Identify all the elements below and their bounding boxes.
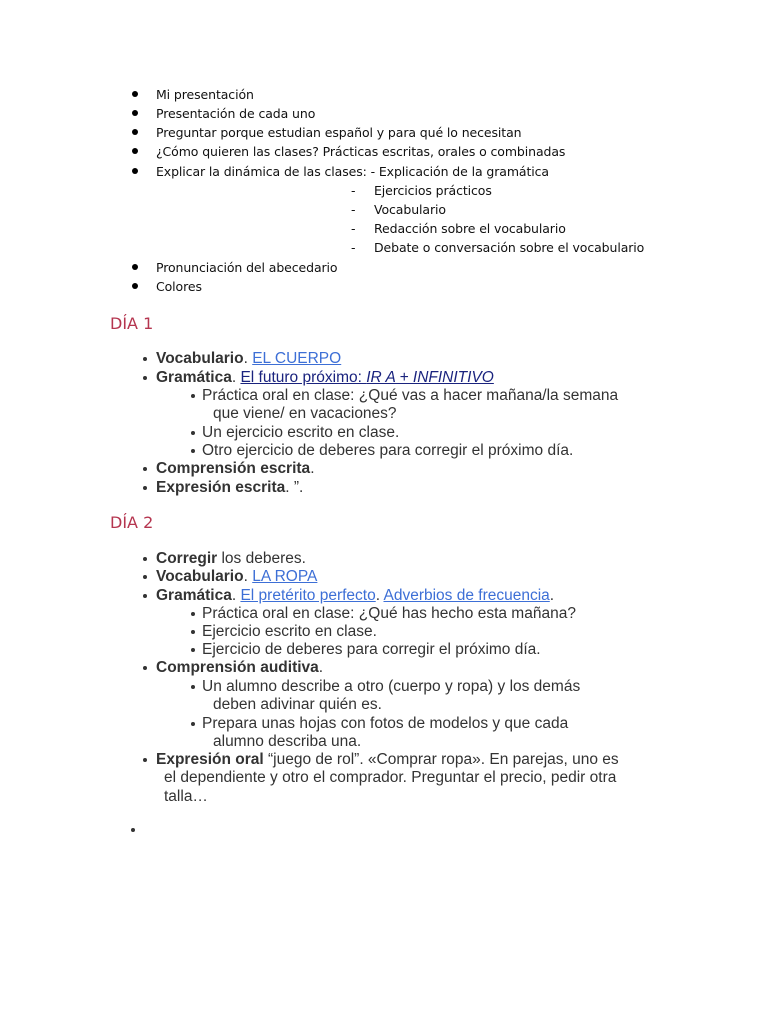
list-item: Explicar la dinámica de las clases: - Explicación de la gramática bbox=[156, 164, 549, 179]
bullet bbox=[132, 110, 138, 116]
list-item bbox=[156, 479, 303, 497]
oral-text: “juego de rol”. «Comprar ropa». En parejas, uno es bbox=[263, 751, 619, 768]
punct: . bbox=[375, 587, 381, 604]
sub-list-item: Ejercicios prácticos bbox=[374, 183, 492, 198]
list-item: Mi presentación bbox=[156, 87, 254, 102]
sub-list-item: Debate o conversación sobre el vocabulario bbox=[374, 240, 645, 255]
dash-marker: - bbox=[351, 240, 356, 255]
bullet bbox=[191, 630, 195, 634]
bullet bbox=[143, 594, 147, 598]
futuro-proximo-link[interactable] bbox=[240, 369, 493, 386]
link-text: El futuro próximo: bbox=[240, 369, 367, 386]
sub-list-item: Ejercicio de deberes para corregir el próximo día. bbox=[202, 641, 541, 658]
vocab-label: Vocabulario bbox=[156, 568, 244, 585]
bullet bbox=[191, 648, 195, 652]
list-item bbox=[156, 550, 306, 568]
gram-label: Gramática bbox=[156, 587, 232, 604]
list-item: ¿Cómo quieren las clases? Prácticas escritas, orales o combinadas bbox=[156, 144, 566, 159]
bullet bbox=[132, 91, 138, 97]
preterito-perfecto-link[interactable]: El pretérito perfecto bbox=[240, 587, 376, 604]
list-item bbox=[156, 659, 323, 677]
punct: . bbox=[243, 350, 248, 367]
adverbios-frecuencia-link[interactable]: Adverbios de frecuencia bbox=[383, 587, 550, 604]
list-item bbox=[156, 350, 341, 368]
list-item bbox=[156, 369, 494, 387]
comp-escrita-label: Comprensión escrita bbox=[156, 460, 311, 477]
bullet bbox=[143, 666, 147, 670]
day1-heading: DÍA 1 bbox=[110, 314, 154, 333]
sub-list-item: Práctica oral en clase: ¿Qué vas a hacer mañana/la semana bbox=[202, 387, 619, 404]
bullet bbox=[143, 467, 147, 471]
expr-tail: . ”. bbox=[285, 479, 304, 496]
sub-list-item: Práctica oral en clase: ¿Qué has hecho esta mañana? bbox=[202, 605, 576, 622]
sub-list-item: Un ejercicio escrito en clase. bbox=[202, 424, 400, 441]
la-ropa-link[interactable]: LA ROPA bbox=[252, 568, 318, 585]
list-item: Pronunciación del abecedario bbox=[156, 260, 338, 275]
punct: . bbox=[231, 587, 237, 604]
bullet bbox=[132, 148, 138, 154]
bullet bbox=[132, 283, 138, 289]
sub-list-item: Redacción sobre el vocabulario bbox=[374, 221, 566, 236]
sub-list-item-cont: deben adivinar quién es. bbox=[213, 696, 382, 713]
expr-escrita-label: Expresión escrita bbox=[156, 479, 286, 496]
dash-marker: - bbox=[351, 183, 356, 198]
empty-bullet bbox=[131, 828, 135, 832]
sub-list-item: Un alumno describe a otro (cuerpo y ropa) y los demás bbox=[202, 678, 581, 695]
list-item: Preguntar porque estudian español y para qué lo necesitan bbox=[156, 125, 522, 140]
sub-list-item: Ejercicio escrito en clase. bbox=[202, 623, 377, 640]
corregir-label: Corregir bbox=[156, 550, 218, 567]
bullet bbox=[191, 612, 195, 616]
list-item: Presentación de cada uno bbox=[156, 106, 316, 121]
list-item-cont: el dependiente y otro el comprador. Preguntar el precio, pedir otra bbox=[164, 769, 617, 786]
sub-list-item: Prepara unas hojas con fotos de modelos y que cada bbox=[202, 715, 569, 732]
list-item bbox=[156, 460, 315, 478]
bullet bbox=[191, 722, 195, 726]
sub-list-item: Vocabulario bbox=[374, 202, 446, 217]
dash-marker: - bbox=[351, 202, 356, 217]
sub-list-item-cont: alumno describa una. bbox=[213, 733, 362, 750]
bullet bbox=[191, 431, 195, 435]
expr-oral-label: Expresión oral bbox=[156, 751, 264, 768]
corr-tail: los deberes. bbox=[217, 550, 306, 567]
bullet bbox=[143, 557, 147, 561]
bullet bbox=[132, 168, 138, 174]
punct: . bbox=[310, 460, 315, 477]
bullet bbox=[132, 264, 138, 270]
punct: . bbox=[318, 659, 324, 676]
list-item bbox=[156, 568, 317, 586]
dash-marker: - bbox=[351, 221, 356, 236]
bullet bbox=[132, 129, 138, 135]
vocab-label: Vocabulario bbox=[156, 350, 244, 367]
punct: . bbox=[231, 369, 237, 386]
punct: . bbox=[243, 568, 248, 585]
bullet bbox=[143, 575, 147, 579]
punct: . bbox=[549, 587, 555, 604]
list-item bbox=[156, 751, 619, 769]
day2-heading: DÍA 2 bbox=[110, 513, 154, 532]
bullet bbox=[143, 376, 147, 380]
comp-auditiva-label: Comprensión auditiva bbox=[156, 659, 319, 676]
sub-list-item: Otro ejercicio de deberes para corregir el próximo día. bbox=[202, 442, 574, 459]
bullet bbox=[191, 685, 195, 689]
el-cuerpo-link[interactable]: EL CUERPO bbox=[252, 350, 342, 367]
sub-list-item-cont: que viene/ en vacaciones? bbox=[213, 405, 397, 422]
list-item: Colores bbox=[156, 279, 202, 294]
list-item-cont: talla… bbox=[164, 788, 208, 805]
bullet bbox=[143, 486, 147, 490]
bullet bbox=[191, 394, 195, 398]
bullet bbox=[191, 449, 195, 453]
bullet bbox=[143, 357, 147, 361]
list-item bbox=[156, 587, 554, 605]
bullet bbox=[143, 758, 147, 762]
link-text-italic: IR A + INFINITIVO bbox=[366, 369, 494, 386]
gram-label: Gramática bbox=[156, 369, 232, 386]
